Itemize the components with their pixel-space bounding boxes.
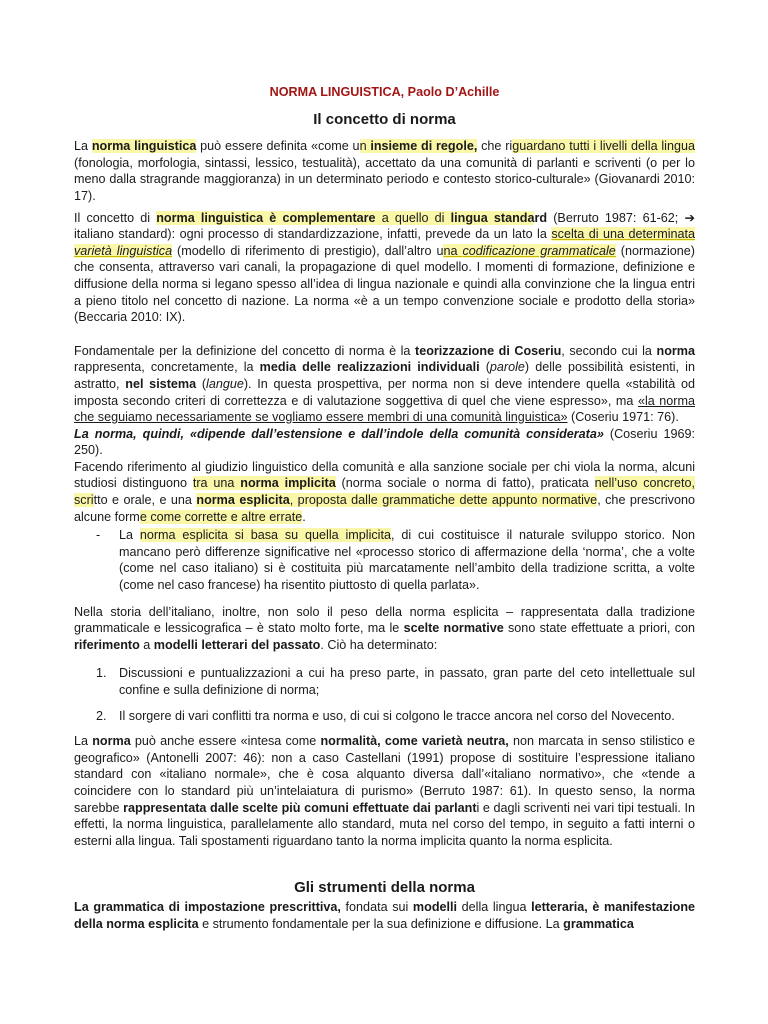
list-item bbox=[74, 665, 695, 698]
dash-marker: - bbox=[96, 528, 101, 543]
list-item bbox=[74, 527, 695, 593]
paragraph-coseriu: Fondamentale per la definizione del concetto di norma è la teorizzazione di Coseriu, secondo cui la norma rappresenta, concretamente, la media delle realizzazioni individuali (parole) delle possibilità esistenti, in astratto, nel sistema (langue). In questa prospettiva, per norma non si deve intendere quella «stabilità od imposta secondo criteri di correttezza e di valutazione soggettiva di quel che viene espresso», ma «la norma che seguiamo necessariamente se vogliamo essere membri di una comunità linguistica» (Coseriu 1971: 76). La norma, quindi, «dipende dall’estensione e dall’indole della comunità considerata» (Coseriu 1969: 250). Facendo riferimento al giudizio linguistico della comunità e alla sanzione sociale per chi viola la norma, alcuni studiosi distinguono tra una norma implicita (norma sociale o norma di fatto), praticata nell’uso concreto, scritto e orale, e una norma esplicita, proposta dalle grammatiche dette appunto normative, che prescrivono alcune forme come corrette e altre errate. bbox=[74, 343, 696, 524]
list-number: 2. bbox=[96, 708, 107, 723]
section-heading-strumenti: Gli strumenti della norma bbox=[294, 879, 475, 897]
list-item-text: Il sorgere di vari conflitti tra norma e uso, di cui si colgono le tracce ancora nel corso del Novecento. bbox=[119, 708, 675, 723]
list-item bbox=[74, 708, 695, 725]
list-number: 1. bbox=[96, 666, 107, 681]
paragraph-definition: La norma linguistica può essere definita «come un insieme di regole, che riguardano tutti i livelli della lingua (fonologia, morfologia, sintassi, lessico, testualità), accettato da una comunità di parlanti e scriventi (o per lo meno dalla stragrande maggioranza) in un determinato periodo e contesto storico-culturale» (Giovanardi 2010: 17). bbox=[74, 139, 695, 203]
paragraph-normalita: La norma può anche essere «intesa come normalità, come varietà neutra, non marcata in senso stilistico e geografico» (Antonelli 2007: 46): non a caso Castellani (1991) propose di sostituire l’espressione italiano standard con «italiano normale», che è cosa alquanto diversa dall’«italiano normativo», che «tende a coincidere con lo standard più un’intelaiatura di purismo» (Berruto 1987: 61). In questo senso, la norma sarebbe rappresentata dalle scelte più comuni effettuate dai parlanti e dagli scriventi nei vari tipi testuali. In effetti, la norma linguistica, parallelamente allo standard, muta nel corso del tempo, in seguito a fatti interni o esterni alla lingua. Tali spostamenti riguardano tanto la norma implicita quanto la norma esplicita. bbox=[74, 734, 695, 848]
list-item-text: Discussioni e puntualizzazioni a cui ha preso parte, in passato, gran parte del ceto intellettuale sul confine e sulla definizione di norma; bbox=[119, 666, 695, 697]
paragraph-history: Nella storia dell’italiano, inoltre, non solo il peso della norma esplicita – rappresentata dalla tradizione grammaticale e lessicografica – è stato molto forte, ma le scelte normative sono state effettuate a priori, con riferimento a modelli letterari del passato. Ciò ha determinato: bbox=[74, 604, 695, 652]
section-heading-concetto: Il concetto di norma bbox=[313, 110, 456, 128]
paragraph-grammatica: La grammatica di impostazione prescrittiva, fondata sui modelli della lingua letteraria, è manifestazione della norma esplicita e strumento fondamentale per la sua definizione e diffusione. La grammatica bbox=[74, 899, 696, 931]
paragraph-standard: Il concetto di norma linguistica è complementare a quello di lingua standard (Berruto 1987: 61-62; ➔ italiano standard): ogni processo di standardizzazione, infatti, prevede da un lato la scelta di una determinata varietà linguistica (modello di riferimento di prestigio), dall’altro una codificazione grammaticale (normazione) che consenta, attraverso vari canali, la propagazione di quel modello. I momenti di formazione, definizione e diffusione della norma si legano spesso all’idea di lingua nazionale e quindi alla convinzione che la lingua entri a pieno titolo nel concetto di nazione. La norma «è a un tempo convenzione sociale e prodotto della storia» (Beccaria 2010: IX). bbox=[74, 210, 696, 325]
list-item-text: La norma esplicita si basa su quella implicita, di cui costituisce il naturale sviluppo storico. Non mancano però differenze significative nel «processo storico di affermazione della ‘norma’, che a volte (come nel caso italiano) si è costituita più marcatamente nell’ambito della tradizione scritta, a volte (come nel caso francese) ha risentito piuttosto di quella parlata». bbox=[119, 528, 695, 593]
document-title: NORMA LINGUISTICA, Paolo D’Achille bbox=[269, 85, 500, 99]
numbered-list bbox=[74, 665, 695, 724]
